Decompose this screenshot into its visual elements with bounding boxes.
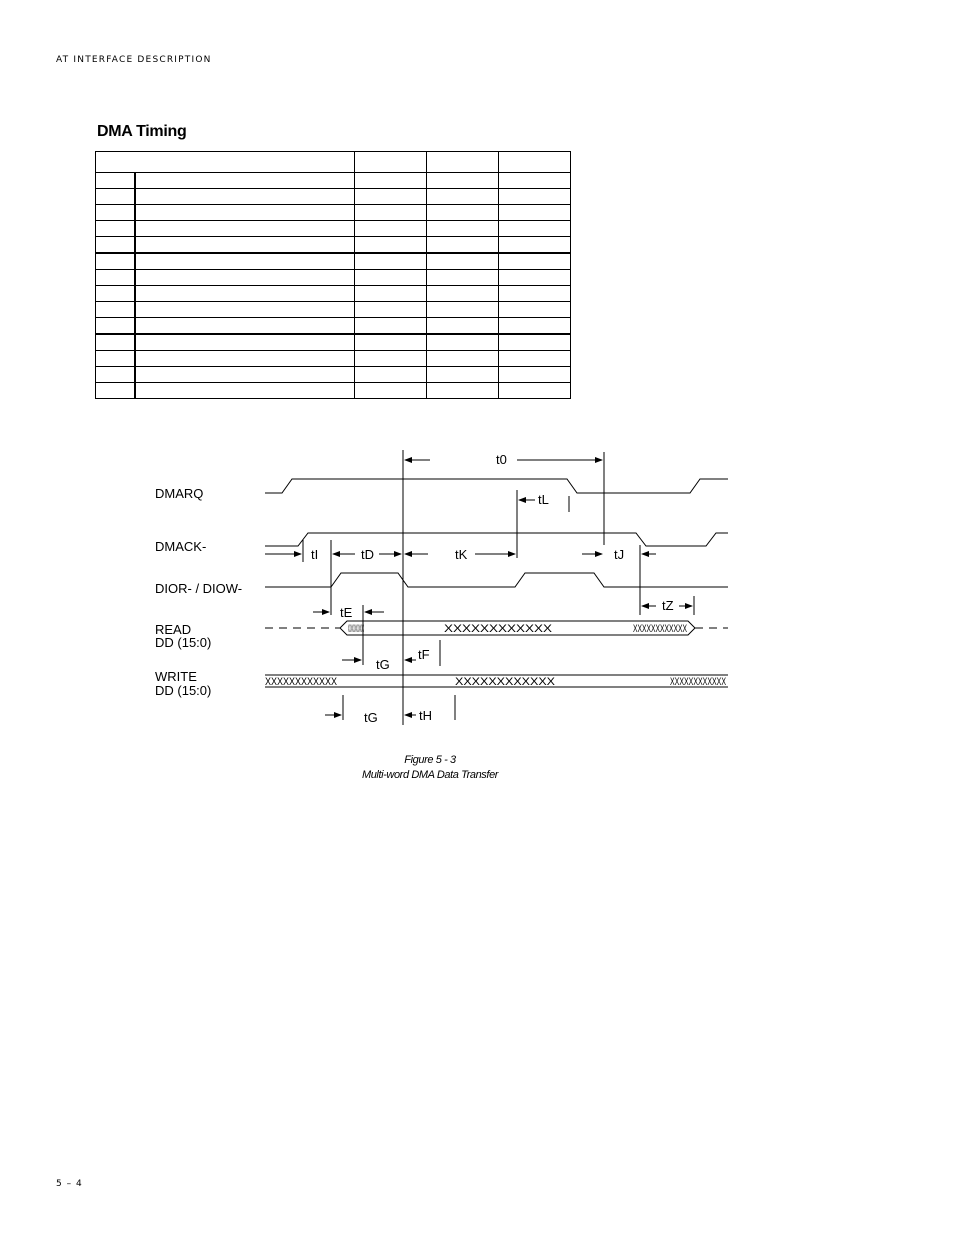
- table-row: [96, 221, 571, 237]
- table-cell: [499, 189, 571, 205]
- table-row: [96, 334, 571, 351]
- table-row: [96, 351, 571, 367]
- table-cell: [355, 351, 427, 367]
- read-bus-data-fill: XXXXXXXXXXXX: [348, 623, 365, 635]
- table-cell: [499, 286, 571, 302]
- table-cell: [96, 367, 136, 383]
- table-cell: [96, 351, 136, 367]
- figure-number: Figure 5 - 3: [404, 754, 456, 766]
- table-cell: [499, 383, 571, 399]
- table-cell: [135, 253, 355, 270]
- table-cell: [135, 351, 355, 367]
- table-cell: [135, 237, 355, 254]
- table-cell: [427, 173, 499, 189]
- table-row: [96, 286, 571, 302]
- table-cell: [499, 221, 571, 237]
- table-cell: [135, 302, 355, 318]
- table-cell: [355, 270, 427, 286]
- timing-label-tL: tL: [538, 492, 549, 507]
- table-cell: [355, 221, 427, 237]
- table-cell: [135, 383, 355, 399]
- table-cell: [427, 237, 499, 254]
- timing-label-tI: tI: [311, 547, 319, 562]
- table-cell: [96, 286, 136, 302]
- table-cell: [499, 173, 571, 189]
- table-cell: [135, 367, 355, 383]
- table-cell: [135, 318, 355, 335]
- page-header: AT INTERFACE DESCRIPTION: [56, 55, 212, 65]
- timing-label-tK: tK: [455, 547, 468, 562]
- table-cell: [135, 173, 355, 189]
- table-row: [96, 318, 571, 335]
- table-cell: [355, 205, 427, 221]
- table-cell: [96, 334, 136, 351]
- timing-label-tJ: tJ: [614, 547, 625, 562]
- table-row: [96, 205, 571, 221]
- table-row: [96, 173, 571, 189]
- table-cell: [499, 334, 571, 351]
- table-cell: [499, 367, 571, 383]
- timing-label-tG-read: tG: [376, 657, 390, 672]
- table-cell: [355, 302, 427, 318]
- table-cell: [427, 302, 499, 318]
- table-cell: [427, 205, 499, 221]
- table-cell: [427, 351, 499, 367]
- table-cell: [427, 334, 499, 351]
- table-cell: [427, 367, 499, 383]
- signal-label-read: READ: [155, 622, 192, 637]
- table-cell: [355, 189, 427, 205]
- table-cell: [499, 205, 571, 221]
- table-cell: [355, 237, 427, 254]
- dma-timing-table: [95, 151, 571, 399]
- table-cell: [427, 253, 499, 270]
- table-cell: [427, 270, 499, 286]
- timing-label-tF: tF: [418, 647, 430, 662]
- table-cell: [499, 351, 571, 367]
- table-cell: [135, 189, 355, 205]
- table-cell: [499, 237, 571, 254]
- table-cell: [355, 318, 427, 335]
- table-cell: [96, 253, 136, 270]
- table-cell: [96, 270, 136, 286]
- table-cell: [96, 318, 136, 335]
- timing-label-tD: tD: [361, 547, 374, 562]
- table-header-cell: [427, 152, 499, 173]
- table-cell: [135, 205, 355, 221]
- table-cell: [135, 286, 355, 302]
- table-cell: [499, 253, 571, 270]
- table-row: [96, 367, 571, 383]
- table-row: [96, 302, 571, 318]
- read-bus-data-fill: XXXXXXXXXXXX: [444, 623, 553, 635]
- table-cell: [96, 205, 136, 221]
- table-cell: [355, 286, 427, 302]
- table-cell: [499, 318, 571, 335]
- table-cell: [135, 270, 355, 286]
- table-row: [96, 253, 571, 270]
- table-cell: [427, 286, 499, 302]
- table-cell: [499, 270, 571, 286]
- timing-label-tH: tH: [419, 708, 432, 723]
- table-row: [96, 383, 571, 399]
- timing-label-t0: t0: [496, 452, 507, 467]
- table-cell: [135, 221, 355, 237]
- table-cell: [96, 237, 136, 254]
- write-bus-data-fill: XXXXXXXXXXXX: [670, 676, 727, 688]
- table-cell: [499, 302, 571, 318]
- page-number: 5 – 4: [56, 1179, 83, 1189]
- table-cell: [427, 318, 499, 335]
- figure-caption: Multi-word DMA Data Transfer: [361, 769, 499, 781]
- signal-label-dior-diow: DIOR- / DIOW-: [155, 581, 243, 596]
- table-header-cell: [499, 152, 571, 173]
- signal-label-dmack: DMACK-: [155, 539, 207, 554]
- write-bus-data-fill: XXXXXXXXXXXX: [455, 676, 556, 688]
- table-cell: [427, 221, 499, 237]
- write-bus-data-fill: XXXXXXXXXXXX: [265, 676, 338, 688]
- table-cell: [96, 221, 136, 237]
- table-cell: [135, 334, 355, 351]
- dmarq-waveform: [265, 479, 728, 493]
- signal-label-write-dd: DD (15:0): [155, 683, 212, 698]
- table-cell: [355, 367, 427, 383]
- section-title: DMA Timing: [97, 123, 187, 140]
- table-cell: [96, 173, 136, 189]
- table-cell: [96, 189, 136, 205]
- table-cell: [427, 189, 499, 205]
- dma-timing-diagram: [140, 440, 740, 740]
- signal-label-read-dd: DD (15:0): [155, 635, 212, 650]
- timing-label-tZ: tZ: [662, 598, 674, 613]
- dior-diow-waveform: [265, 573, 728, 587]
- table-cell: [96, 302, 136, 318]
- timing-label-tE: tE: [340, 605, 353, 620]
- dmack-waveform: [265, 533, 728, 546]
- table-row: [96, 270, 571, 286]
- table-cell: [355, 383, 427, 399]
- table-cell: [355, 334, 427, 351]
- signal-label-dmarq: DMARQ: [155, 486, 204, 501]
- table-cell: [355, 253, 427, 270]
- timing-label-tG-write: tG: [364, 710, 378, 725]
- table-cell: [355, 173, 427, 189]
- table-header-cell: [96, 152, 355, 173]
- table-header-row: [96, 152, 571, 173]
- table-header-cell: [355, 152, 427, 173]
- table-row: [96, 237, 571, 254]
- table-cell: [96, 383, 136, 399]
- table-row: [96, 189, 571, 205]
- read-bus-data-fill: XXXXXXXXXXXX: [633, 623, 688, 635]
- signal-label-write: WRITE: [155, 669, 197, 684]
- table-cell: [427, 383, 499, 399]
